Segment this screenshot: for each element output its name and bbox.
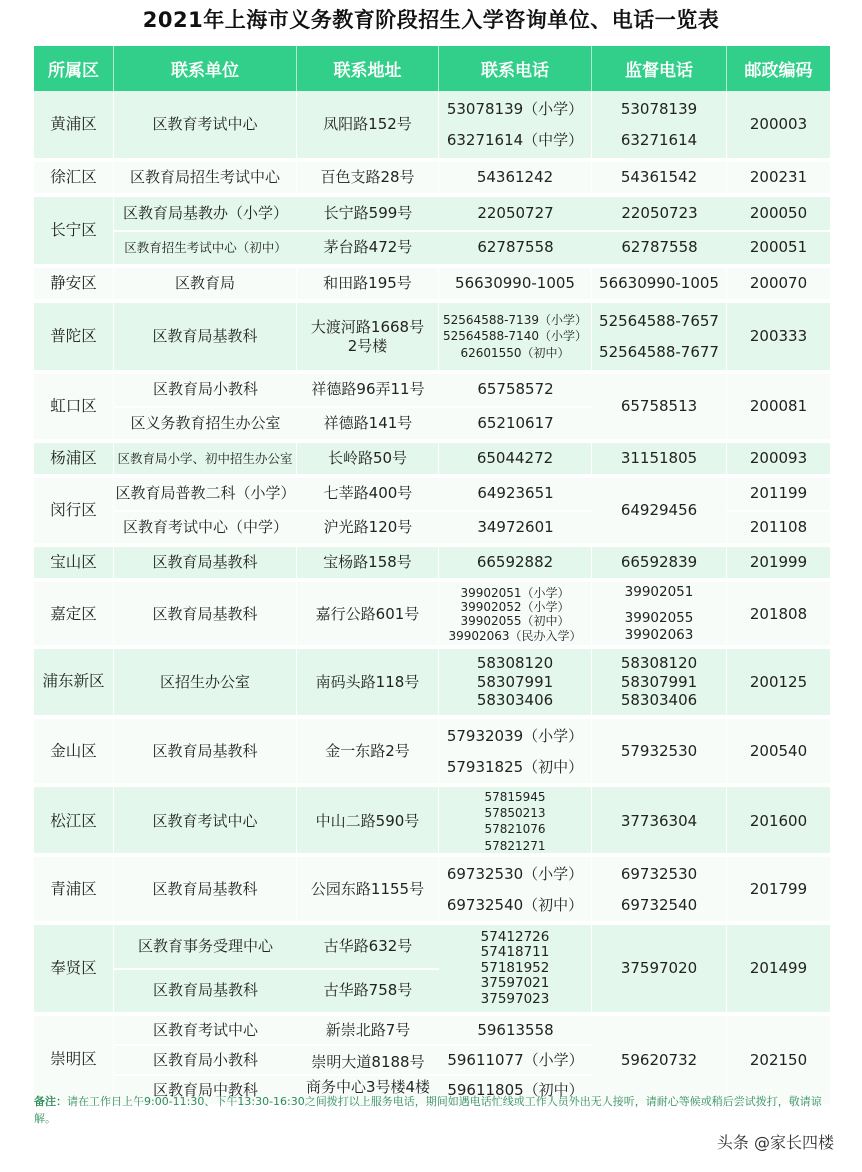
sup-line: 53078139: [620, 99, 698, 118]
address-line: 祥德路96弄11号: [297, 374, 439, 408]
table-row: [34, 91, 830, 162]
supervision-cell: 57932530: [592, 719, 727, 785]
district-cell: 嘉定区: [34, 582, 114, 647]
address-cell: 和田路195号: [297, 268, 439, 299]
zip-cell: 201499: [749, 959, 808, 978]
phone-line: 57181952: [480, 959, 550, 976]
phone-line: 63271614（中学）: [446, 130, 584, 149]
sup-line: 39902063: [624, 627, 694, 644]
unit-line: 区教育招生考试中心（初中）: [124, 239, 287, 255]
sup-line: 52564588-7677: [599, 342, 719, 361]
supervision-cell: 37736304: [592, 787, 727, 856]
address-cell: 公园东路1155号: [297, 857, 439, 923]
table-row: [34, 478, 830, 547]
phone-line: 39902052（小学）: [460, 599, 570, 614]
district-cell: 长宁区: [34, 197, 114, 264]
contact-table: [34, 46, 830, 1108]
supervision-cell: [592, 303, 727, 370]
unit-cell: 区教育局基教科: [114, 719, 297, 785]
district-cell: 崇明区: [34, 1016, 114, 1104]
zip-line: 201108: [749, 517, 808, 536]
watermark: 头条 @家长四楼: [716, 1133, 834, 1152]
header-phone: 联系电话: [439, 46, 592, 91]
unit-cell: 区教育局基教科: [114, 857, 297, 923]
unit-cell: 区教育考试中心: [114, 91, 297, 158]
sup-line: 52564588-7657: [599, 311, 719, 330]
zip-cell: 200070: [749, 274, 808, 293]
supervision-cell: 56630990-1005: [592, 268, 727, 299]
phone-cell: [439, 91, 592, 158]
unit-cell: [114, 374, 297, 439]
address-cell: [297, 303, 439, 370]
phone-line: 52564588-7139（小学）: [443, 313, 587, 328]
supervision-cell: [592, 91, 727, 158]
district-cell: 金山区: [34, 719, 114, 785]
zip-cell: 200540: [749, 742, 808, 761]
address-cell: 金一东路2号: [297, 719, 439, 785]
phone-line: 37597023: [480, 990, 550, 1007]
district-cell: 静安区: [34, 268, 114, 299]
sup-line: 58303406: [620, 691, 698, 710]
header-unit: 联系单位: [114, 46, 297, 91]
sup-line: 39902051: [624, 584, 694, 600]
address-cell: 长岭路50号: [297, 443, 439, 474]
supervision-cell: 54361542: [592, 162, 727, 193]
address-cell: 嘉行公路601号: [297, 582, 439, 647]
district-cell: 奉贤区: [34, 925, 114, 1012]
sup-line: 58308120: [620, 653, 698, 672]
phone-line: 57418711: [480, 944, 550, 961]
district-cell: 杨浦区: [34, 443, 114, 474]
address-cell: [297, 478, 439, 543]
phone-cell: 54361242: [439, 162, 592, 193]
footnote-label: 备注：: [34, 1095, 67, 1108]
unit-cell: 区招生办公室: [114, 649, 297, 715]
supervision-cell: [592, 857, 727, 923]
zip-cell: 200125: [749, 672, 808, 691]
unit-cell: [114, 478, 297, 543]
table-row: [34, 925, 830, 1016]
phone-line: 69732540（初中）: [446, 895, 584, 914]
address-cell: [297, 1016, 439, 1104]
address-cell: [297, 925, 439, 1012]
table-row: [34, 374, 830, 443]
phone-line: 39902055（初中）: [460, 614, 570, 629]
zip-line: 201199: [727, 478, 830, 512]
phone-cell: [439, 649, 592, 715]
phone-line: 57821271: [484, 838, 546, 853]
table-header: [34, 46, 830, 91]
supervision-cell: 65758513: [592, 374, 727, 439]
sup-line: 69732540: [620, 895, 698, 914]
table-row: [34, 443, 830, 478]
unit-line: 区教育事务受理中心: [114, 925, 297, 970]
zip-cell: 201799: [749, 880, 808, 899]
address-line: 沪光路120号: [323, 517, 413, 536]
address-line: 崇明大道8188号: [297, 1046, 439, 1076]
unit-line: 区教育局普教二科（小学）: [114, 478, 297, 512]
district-cell: 浦东新区: [34, 649, 114, 715]
phone-cell: 65044272: [439, 443, 592, 474]
address-line: 长宁路599号: [297, 197, 439, 232]
address-cell: 中山二路590号: [297, 787, 439, 856]
phone-line: 64923651: [439, 478, 592, 512]
zip-cell: 201808: [749, 604, 808, 623]
phone-cell: [439, 582, 592, 647]
zip-cell: 200081: [749, 397, 808, 416]
unit-cell: 区教育考试中心: [114, 787, 297, 856]
phone-line: 57821076: [484, 822, 546, 837]
phone-line: 37597021: [480, 975, 550, 992]
phone-line: 53078139（小学）: [446, 99, 584, 118]
header-supervision-phone: 监督电话: [592, 46, 727, 91]
district-cell: 闵行区: [34, 478, 114, 543]
phone-cell: 66592882: [439, 547, 592, 578]
district-cell: 松江区: [34, 787, 114, 856]
phone-line: 69732530（小学）: [446, 865, 584, 883]
unit-line: 区教育局基教科: [152, 981, 258, 1000]
phone-line: 39902063（民办入学）: [448, 628, 582, 643]
address-cell: 南码头路118号: [297, 649, 439, 715]
unit-line: 区教育局小教科: [114, 1046, 297, 1076]
table-row: [34, 547, 830, 582]
unit-line: 区义务教育招生办公室: [130, 413, 281, 432]
supervision-cell: [592, 649, 727, 715]
phone-line: 57815945: [484, 790, 546, 804]
phone-line: 57412726: [480, 928, 550, 945]
zip-cell: [727, 478, 830, 543]
phone-line: 57850213: [484, 806, 546, 821]
supervision-cell: [592, 197, 727, 264]
unit-cell: [114, 197, 297, 264]
table-row: [34, 719, 830, 787]
phone-line: 52564588-7140（小学）: [443, 329, 587, 344]
phone-line: 65210617: [477, 413, 554, 432]
address-line: 茅台路472号: [323, 238, 413, 257]
sup-line: 58307991: [620, 672, 698, 691]
phone-line: 59613558: [439, 1016, 592, 1046]
district-cell: 普陀区: [34, 303, 114, 370]
district-cell: 黄浦区: [34, 91, 114, 158]
footnote: [34, 1094, 830, 1127]
phone-line: 62787558: [477, 238, 554, 257]
phone-cell: [439, 719, 592, 785]
address-line: 大渡河路1668号: [310, 317, 425, 336]
phone-line: 34972601: [477, 517, 554, 536]
zip-cell: 201999: [749, 553, 808, 572]
phone-line: 39902051（小学）: [460, 585, 570, 600]
unit-line: 区教育考试中心（中学）: [122, 517, 288, 536]
sup-line: 62787558: [621, 238, 698, 257]
unit-cell: 区教育局: [114, 268, 297, 299]
zip-cell: 201600: [749, 812, 808, 830]
district-cell: 宝山区: [34, 547, 114, 578]
header-zip: 邮政编码: [744, 61, 813, 81]
unit-cell: 区教育局基教科: [114, 547, 297, 578]
address-cell: 宝杨路158号: [297, 547, 439, 578]
supervision-cell: 31151805: [592, 443, 727, 474]
supervision-cell: 66592839: [592, 547, 727, 578]
sup-line: 63271614: [620, 130, 698, 149]
zip-cell: 200231: [749, 168, 808, 187]
sup-line: 69732530: [620, 865, 698, 883]
table-row: [34, 649, 830, 719]
address-cell: 百色支路28号: [297, 162, 439, 193]
address-line: 商务中心3号楼4楼: [305, 1078, 431, 1096]
sup-line: 39902055: [624, 609, 694, 626]
phone-line: 57931825（初中）: [446, 757, 584, 776]
table-row: [34, 787, 830, 857]
phone-line: 58308120: [476, 653, 554, 672]
unit-line: 区教育局小教科: [114, 374, 297, 408]
address-line: 七莘路400号: [297, 478, 439, 512]
phone-line: 65758572: [439, 374, 592, 408]
address-cell: [297, 374, 439, 439]
phone-line: 59611077（小学）: [439, 1046, 592, 1076]
phone-line: 57932039（小学）: [446, 727, 584, 745]
unit-cell: 区教育局小学、初中招生办公室: [114, 443, 297, 474]
phone-cell: 56630990-1005: [439, 268, 592, 299]
table-row: [34, 582, 830, 649]
supervision-cell: 64929456: [592, 478, 727, 543]
header-district: 所属区: [34, 46, 114, 91]
table-row: [34, 303, 830, 374]
table-row: [34, 268, 830, 303]
phone-cell: [439, 857, 592, 923]
unit-cell: [114, 1016, 297, 1104]
unit-cell: 区教育局招生考试中心: [114, 162, 297, 193]
phone-cell: [439, 197, 592, 264]
phone-cell: [439, 787, 592, 856]
header-address: 联系地址: [297, 46, 439, 91]
phone-line: 22050727: [439, 197, 592, 232]
table-row: [34, 197, 830, 268]
page-title: 2021年上海市义务教育阶段招生入学咨询单位、电话一览表: [142, 8, 720, 32]
address-line: 古华路632号: [297, 925, 439, 970]
phone-cell: [439, 478, 592, 543]
phone-cell: [439, 374, 592, 439]
unit-line: 区教育考试中心: [114, 1016, 297, 1046]
supervision-cell: 59620732: [592, 1016, 727, 1104]
zip-cell: [727, 197, 830, 264]
phone-line: 59611805（初中）: [447, 1080, 584, 1099]
zip-cell: 200333: [749, 327, 808, 346]
unit-cell: [114, 925, 297, 1012]
phone-cell: [439, 925, 592, 1012]
zip-cell: 202150: [749, 1050, 808, 1069]
address-line: 古华路758号: [323, 981, 413, 1000]
district-cell: 青浦区: [34, 857, 114, 923]
zip-cell: 200093: [749, 449, 808, 468]
address-cell: [297, 197, 439, 264]
unit-line: 区教育局中教科: [152, 1080, 258, 1099]
supervision-cell: [592, 582, 727, 647]
address-cell: 凤阳路152号: [297, 91, 439, 158]
phone-line: 58303406: [476, 691, 554, 710]
district-cell: 徐汇区: [34, 162, 114, 193]
address-line: 新崇北路7号: [297, 1016, 439, 1046]
unit-cell: 区教育局基教科: [114, 582, 297, 647]
table-row: [34, 857, 830, 925]
zip-line: 200050: [727, 197, 830, 232]
phone-cell: [439, 303, 592, 370]
footnote-text: 请在工作日上午9:00-11:30、下午13:30-16:30之间拨打以上服务电话，期间如遇电话忙线或工作人员外出无人接听，请耐心等候或稍后尝试拨打，敬请谅解。: [34, 1095, 822, 1125]
zip-line: 200051: [749, 238, 808, 257]
table-row: [34, 162, 830, 197]
phone-cell: [439, 1016, 592, 1104]
address-line: 祥德路141号: [323, 413, 413, 432]
phone-line: 58307991: [476, 672, 554, 691]
unit-line: 区教育局基教办（小学）: [114, 197, 297, 232]
address-line: 2号楼: [347, 336, 388, 355]
sup-line: 22050723: [592, 197, 727, 232]
unit-cell: 区教育局基教科: [114, 303, 297, 370]
supervision-cell: 37597020: [592, 925, 727, 1012]
zip-cell: 200003: [749, 115, 808, 134]
district-cell: 虹口区: [34, 374, 114, 439]
phone-line: 62601550（初中）: [460, 345, 570, 360]
